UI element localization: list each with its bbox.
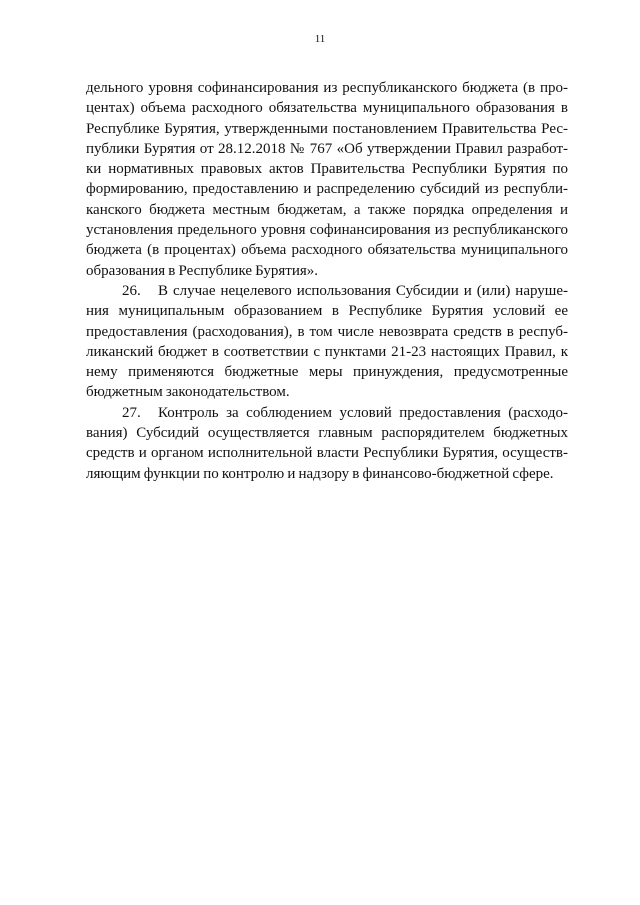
text-line: вания) Субсидий осуществляется главным распорядителем бюджетных (86, 425, 568, 442)
text-line: бюджетным законодательством. (86, 384, 290, 401)
paragraph-26 (86, 281, 568, 403)
text-line: нему применяются бюджетные меры принуждения, предусмотренные (86, 364, 568, 381)
text-line: средств и органом исполнительной власти Республики Бурятия, осуществ- (86, 445, 568, 462)
text-line: ляющим функции по контролю и надзору в финансово-бюджетной сфере. (86, 465, 554, 482)
text-line: ликанский бюджет в соответствии с пунктами 21-23 настоящих Правил, к (86, 343, 568, 360)
text-line: ки нормативных правовых актов Правительства Республики Бурятия по (86, 161, 568, 178)
paragraph-27 (86, 403, 568, 484)
text-line: ния муниципальным образованием в Республике Бурятия условий ее (86, 303, 568, 320)
document-body (86, 78, 568, 484)
text-line-content: Контроль за соблюдением условий предоставления (расходо- (158, 404, 568, 421)
text-line: бюджета (в процентах) объема расходного обязательства муниципального (86, 242, 568, 259)
paragraph-number: 26. (122, 282, 141, 299)
text-line-first (86, 403, 568, 423)
text-line: дельного уровня софинансирования из республиканского бюджета (в про- (86, 80, 568, 96)
page-number: 11 (314, 33, 326, 45)
text-line: публики Бурятия от 28.12.2018 № 767 «Об утверждении Правил разработ- (86, 140, 568, 157)
text-line-first (86, 281, 568, 301)
text-line: Республике Бурятия, утвержденными постановлением Правительства Рес- (86, 120, 568, 137)
text-line: формированию, предоставлению и распределению субсидий из республи- (86, 181, 568, 198)
text-line: установления предельного уровня софинансирования из республиканского (86, 222, 568, 239)
text-line: предоставления (расходования), в том числе невозврата средств в респуб- (86, 323, 568, 340)
text-line: канского бюджета местным бюджетам, а также порядка определения и (86, 201, 568, 218)
text-line: образования в Республике Бурятия». (86, 262, 319, 279)
text-line-content: В случае нецелевого использования Субсидии и (или) наруше- (158, 282, 568, 299)
text-line: центах) объема расходного обязательства муниципального образования в (86, 100, 568, 117)
paragraph-continued (86, 78, 568, 281)
paragraph-number: 27. (122, 404, 141, 421)
